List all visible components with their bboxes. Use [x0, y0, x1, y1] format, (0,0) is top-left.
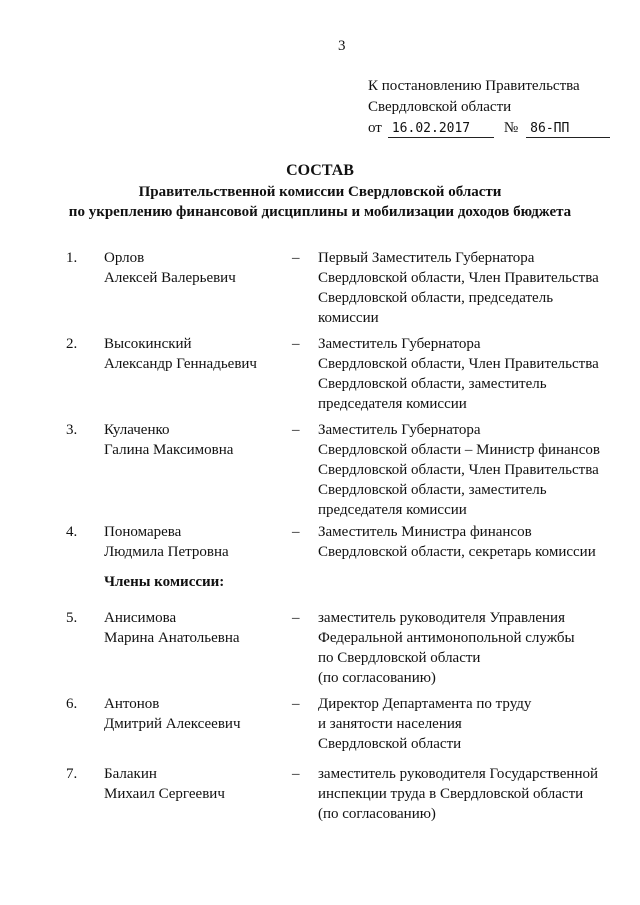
dash: – [292, 766, 300, 782]
position-line: комиссии [318, 310, 379, 326]
position-line: Свердловской области, Член Правительства [318, 356, 599, 372]
title-line-2: Правительственной комиссии Свердловской области [138, 184, 502, 200]
number-label: № [503, 120, 519, 136]
given-names: Дмитрий Алексеевич [104, 716, 241, 732]
person-name [104, 522, 229, 562]
position [318, 764, 618, 824]
position-line: председателя комиссии [318, 396, 467, 412]
person-name [104, 608, 240, 648]
person-name [104, 248, 236, 288]
position-line: Директор Департамента по труду [318, 696, 532, 712]
from-label: от [368, 120, 382, 136]
dash: – [292, 696, 300, 712]
reference-line-1: К постановлению Правительства [368, 78, 580, 94]
entry-number: 2. [66, 336, 78, 352]
surname: Кулаченко [104, 422, 170, 438]
entry-number: 1. [66, 250, 78, 266]
given-names: Алексей Валерьевич [104, 270, 236, 286]
document-title [0, 160, 640, 222]
position [318, 334, 618, 414]
dash: – [292, 610, 300, 626]
surname: Анисимова [104, 610, 177, 626]
entry-number: 3. [66, 422, 78, 438]
given-names: Людмила Петровна [104, 544, 229, 560]
title-line-3: по укреплению финансовой дисциплины и мобилизации доходов бюджета [68, 204, 572, 220]
resolution-reference [368, 76, 610, 139]
person-name [104, 694, 241, 734]
surname: Антонов [104, 696, 160, 712]
position-line: Федеральной антимонопольной службы [318, 630, 575, 646]
position-line: заместитель руководителя Государственной [318, 766, 598, 782]
position [318, 248, 618, 328]
position-line: Заместитель Губернатора [318, 336, 481, 352]
page-number: 3 [338, 38, 346, 54]
surname: Высокинский [104, 336, 192, 352]
position-line: Свердловской области, Член Правительства [318, 462, 599, 478]
position-line: и занятости населения [318, 716, 462, 732]
resolution-number: 86-ПП [526, 121, 610, 138]
position-line: (по согласованию) [318, 806, 436, 822]
given-names: Галина Максимовна [104, 442, 234, 458]
position-line: Заместитель Министра финансов [318, 524, 532, 540]
members-heading: Члены комиссии: [104, 574, 225, 590]
position-line: Свердловской области, заместитель [318, 376, 547, 392]
position [318, 420, 618, 520]
surname: Орлов [104, 250, 145, 266]
surname: Пономарева [104, 524, 182, 540]
position-line: Свердловской области, председатель [318, 290, 554, 306]
position [318, 522, 618, 562]
position-line: заместитель руководителя Управления [318, 610, 565, 626]
surname: Балакин [104, 766, 157, 782]
position-line: Свердловской области, секретарь комиссии [318, 544, 596, 560]
position-line: Свердловской области, Член Правительства [318, 270, 599, 286]
reference-date-row [368, 118, 610, 139]
position-line: по Свердловской области [318, 650, 481, 666]
position [318, 608, 618, 688]
position-line: председателя комиссии [318, 502, 467, 518]
given-names: Марина Анатольевна [104, 630, 240, 646]
position-line: Свердловской области [318, 736, 462, 752]
dash: – [292, 422, 300, 438]
position-line: Свердловской области – Министр финансов [318, 442, 600, 458]
dash: – [292, 336, 300, 352]
position [318, 694, 618, 754]
entry-number: 7. [66, 766, 78, 782]
position-line: Заместитель Губернатора [318, 422, 481, 438]
position-line: (по согласованию) [318, 670, 436, 686]
dash: – [292, 250, 300, 266]
person-name [104, 420, 233, 460]
person-name [104, 334, 257, 374]
position-line: Свердловской области, заместитель [318, 482, 547, 498]
dash: – [292, 524, 300, 540]
given-names: Михаил Сергеевич [104, 786, 225, 802]
title-main: СОСТАВ [286, 162, 354, 179]
resolution-date: 16.02.2017 [388, 121, 494, 138]
entry-number: 4. [66, 524, 78, 540]
position-line: Первый Заместитель Губернатора [318, 250, 535, 266]
person-name [104, 764, 225, 804]
reference-line-2: Свердловской области [368, 99, 512, 115]
entry-number: 6. [66, 696, 78, 712]
position-line: инспекции труда в Свердловской области [318, 786, 584, 802]
entry-number: 5. [66, 610, 78, 626]
given-names: Александр Геннадьевич [104, 356, 257, 372]
